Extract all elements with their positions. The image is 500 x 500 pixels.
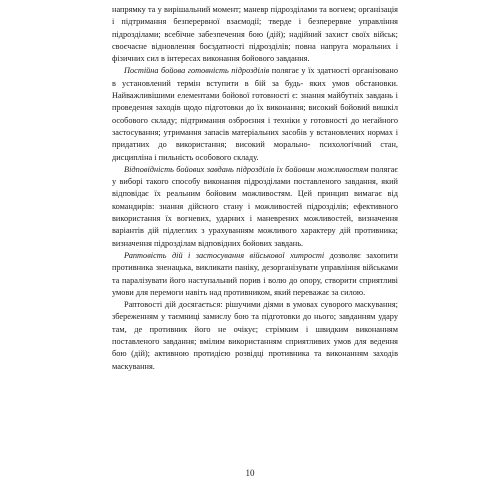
paragraph-4-italic-lead: Раптовість дій і застосування військової хитрості bbox=[124, 250, 325, 260]
paragraph-4 bbox=[112, 250, 398, 299]
paragraph-2-text: полягає у їх здатності організовано в установлений термін вступити в бій за будь- яких умов обстановки. Найважливішими елементами бойової готовності є: знання майбутніх завдань і проведення заходів щодо підготовки до їх виконання; високий бойовий вишкіл особового складу; підтримання озброєння і техніки у готовності до негайного застосування; утримання запасів матеріальних засобів у встановлених нормах і придатних до використання; високий морально- психологічний стан, дисципліна і пильність особового складу. bbox=[112, 66, 398, 162]
paragraph-2-italic-lead: Постійна бойова готовність підрозділів bbox=[124, 66, 270, 76]
page-number: 10 bbox=[245, 468, 255, 478]
paragraph-5 bbox=[112, 299, 398, 373]
paragraph-5-text: Раптовості дій досягається: рішучими діями в умовах суворого маскування; збереженням у таємниці замислу бою та підготовки до нього; завданням удару там, де противник його не очікує; стрімким і швидким виконанням поставленого завдання; вмілим використанням сприятливих умов для ведення бою (дій); активною протидією розвідці противника та виконанням заходів маскування. bbox=[112, 300, 398, 371]
body-text bbox=[112, 4, 398, 373]
paragraph-1-text: напрямку та у вирішальний момент; маневр підрозділами та вогнем; організація і підтримання безперервної взаємодії; тверде і безперервне управління підрозділами; всебічне забезпечення бою (дій); надійний захист своїх військ; своєчасне відновлення боєздатності підрозділів; повна напруга моральних і фізичних сил в інтересах виконання бойового завдання. bbox=[112, 5, 398, 64]
paragraph-1 bbox=[112, 4, 398, 65]
paragraph-3 bbox=[112, 164, 398, 250]
paragraph-2 bbox=[112, 65, 398, 163]
paragraph-3-text: полягає у виборі такого способу виконання підрозділами поставленого завдання, який відповідає їх реальним бойовим можливостям. Цей принцип вимагає від командирів: знання дійсного стану і можливостей підрозділів; ефективного використання їх вогневих, ударних і маневрених можливостей, визначення варіантів дій підлеглих з урахуванням можливого характеру дій противника; визначення підрозділам відповідних бойових завдань. bbox=[112, 164, 398, 248]
paragraph-4-text: дозволяє захопити противника зненацька, викликати паніку, дезорганізувати управління військами та паралізувати його наступальний порив і волю до опору, створити сприятливі умови для перемоги навіть над противником, який переважає за силою. bbox=[112, 250, 398, 297]
paragraph-3-italic-lead: Відповідність бойових завдань підрозділів їх бойовим можливостям bbox=[124, 164, 369, 174]
